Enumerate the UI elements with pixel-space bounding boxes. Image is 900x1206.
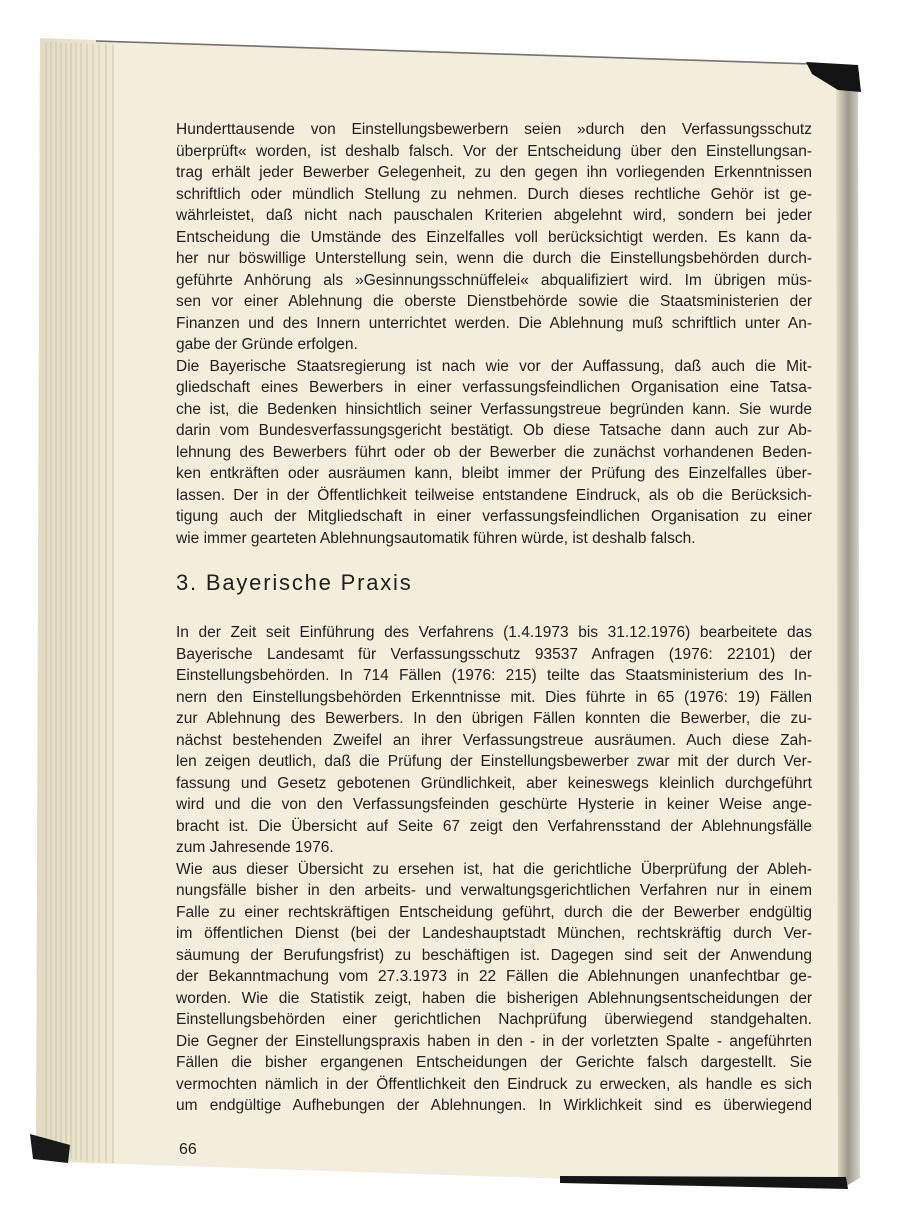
text-line: trag erhält jeder Bewerber Gelegenheit, zu den gegen ihn vorliegenden Erkenntnissen — [176, 164, 812, 181]
text-line: Einstellungsbehörden. In 714 Fällen (1976: 215) teilte das Staatsministerium des In- — [176, 667, 812, 684]
text-line: geführte Anhörung als »Gesinnungsschnüffelei« abqualifiziert wird. Im übrigen müs- — [176, 271, 812, 289]
text-line: tigung auch der Mitgliedschaft in einer verfassungsfeindlichen Organisation zu einer — [176, 508, 812, 525]
paragraph — [176, 356, 812, 550]
text-line: überprüft« worden, ist deshalb falsch. Vor der Entscheidung über den Einstellungsan- — [176, 142, 812, 160]
text-line: In der Zeit seit Einführung des Verfahrens (1.4.1973 bis 31.12.1976) bearbeitete das — [176, 624, 812, 641]
text-line: wird und die von den Verfassungsfeinden geschürte Hysterie in keiner Weise ange- — [176, 796, 812, 813]
text-line: um endgültige Aufhebungen der Ablehnungen. In Wirklichkeit sind es überwiegend — [176, 1097, 812, 1114]
text-line: ken entkräften oder ausräumen kann, bleibt immer der Prüfung des Einzelfalles über- — [176, 465, 812, 482]
text-line: säumung der Berufungsfrist) zu beschäftigen ist. Dagegen sind seit der Anwendung — [176, 946, 812, 964]
section-text-block — [176, 622, 812, 1117]
text-line: der Bekanntmachung vom 27.3.1973 in 22 Fällen die Ablehnungen unanfechtbar ge- — [176, 968, 812, 985]
text-line: gliedschaft eines Bewerbers in einer verfassungsfeindlichen Organisation eine Tatsa- — [176, 379, 812, 396]
text-line: che ist, die Bedenken hinsichtlich seiner Verfassungstreue begründen kann. Sie wurde — [176, 400, 812, 418]
text-line: Fällen die bisher ergangenen Entscheidungen der Gerichte falsch dargestellt. Sie — [176, 1054, 812, 1071]
paragraph — [176, 622, 812, 859]
text-line: Einstellungsbehörden einer gerichtlichen Nachprüfung überwiegend standgehalten. — [176, 1011, 812, 1028]
page-number: 66 — [179, 1141, 197, 1158]
text-line: gabe der Gründe erfolgen. — [176, 336, 358, 353]
page-edge-stack — [36, 38, 114, 1164]
text-line: lassen. Der in der Öffentlichkeit teilweise entstandene Eindruck, als ob die Berücksich- — [176, 486, 812, 504]
text-line: darin vom Bundesverfassungsgericht bestätigt. Ob diese Tatsache dann auch zur Ab- — [176, 422, 812, 439]
paragraph — [176, 119, 812, 356]
text-line: vermochten nämlich in der Öffentlichkeit den Eindruck zu erwecken, als handle es sich — [176, 1075, 812, 1093]
text-line: worden. Wie die Statistik zeigt, haben die bisherigen Ablehnungsentscheidungen der — [176, 989, 812, 1007]
text-line: zur Ablehnung des Bewerbers. In den übrigen Fällen konnten die Bewerber, die zu- — [176, 710, 812, 727]
text-line: schriftlich oder mündlich Stellung zu nehmen. Durch dieses rechtliche Gehör ist ge- — [176, 185, 812, 203]
text-line: Die Gegner der Einstellungspraxis haben in den - in der vorletzten Spalte - angeführten — [176, 1032, 812, 1050]
text-line: Hunderttausende von Einstellungsbewerbern seien »durch den Verfassungsschutz — [176, 121, 812, 138]
text-line: wie immer gearteten Ablehnungsautomatik führen würde, ist deshalb falsch. — [176, 529, 696, 547]
text-line: sen vor einer Ablehnung die oberste Dienstbehörde sowie die Staatsministerien der — [176, 293, 812, 310]
text-line: im öffentlichen Dienst (bei der Landeshauptstadt München, rechtskräftig durch Ver- — [176, 925, 812, 942]
text-line: nächst bestehenden Zweifel an ihrer Verfassungstreue ausräumen. Auch diese Zah- — [176, 731, 812, 749]
text-line: lehnung des Bewerbers führt oder ob der Bewerber die zunächst vorhandenen Beden- — [176, 443, 812, 461]
text-line: len zeigen deutlich, daß die Prüfung der Einstellungsbewerber zwar mit der durch Ver- — [176, 753, 812, 770]
text-line: Falle zu einer rechtskräftigen Entscheidung geführt, durch die der Bewerber endgültig — [176, 903, 812, 921]
text-line: zum Jahresende 1976. — [176, 839, 334, 856]
text-line: bracht ist. Die Übersicht auf Seite 67 zeigt den Verfahrensstand der Ablehnungsfälle — [176, 817, 812, 835]
right-edge-shadow — [836, 66, 860, 1186]
text-line: Entscheidung die Umstände des Einzelfalles voll berücksichtigt werden. Es kann da- — [176, 228, 812, 246]
text-line: Wie aus dieser Übersicht zu ersehen ist, hat die gerichtliche Überprüfung der Ableh- — [176, 860, 812, 878]
text-line: Bayerische Landesamt für Verfassungsschutz 93537 Anfragen (1976: 22101) der — [176, 645, 812, 663]
paragraph — [176, 859, 812, 1117]
text-line: Die Bayerische Staatsregierung ist nach wie vor der Auffassung, daß auch die Mit- — [176, 357, 812, 375]
text-line: währleistet, daß nicht nach pauschalen Kriterien abgelehnt wird, sondern bei jeder — [176, 207, 812, 224]
text-line: fassung und Gesetz gebotenen Gründlichkeit, aber keineswegs kleinlich durchgeführt — [176, 774, 812, 792]
text-line: her nur böswillige Unterstellung sein, wenn die durch die Einstellungsbehörden durch- — [176, 250, 812, 267]
text-line: nungsfälle bisher in den arbeits- und verwaltungsgerichtlichen Verfahren nur in einem — [176, 882, 812, 899]
text-line: Finanzen und des Innern unterrichtet werden. Die Ablehnung muß schriftlich unter An- — [176, 314, 812, 332]
section-heading: 3. Bayerische Praxis — [176, 570, 413, 595]
text-line: nern den Einstellungsbehörden Erkenntnisse mit. Dies führte in 65 (1976: 19) Fällen — [176, 688, 812, 706]
upper-text-block — [176, 119, 812, 549]
